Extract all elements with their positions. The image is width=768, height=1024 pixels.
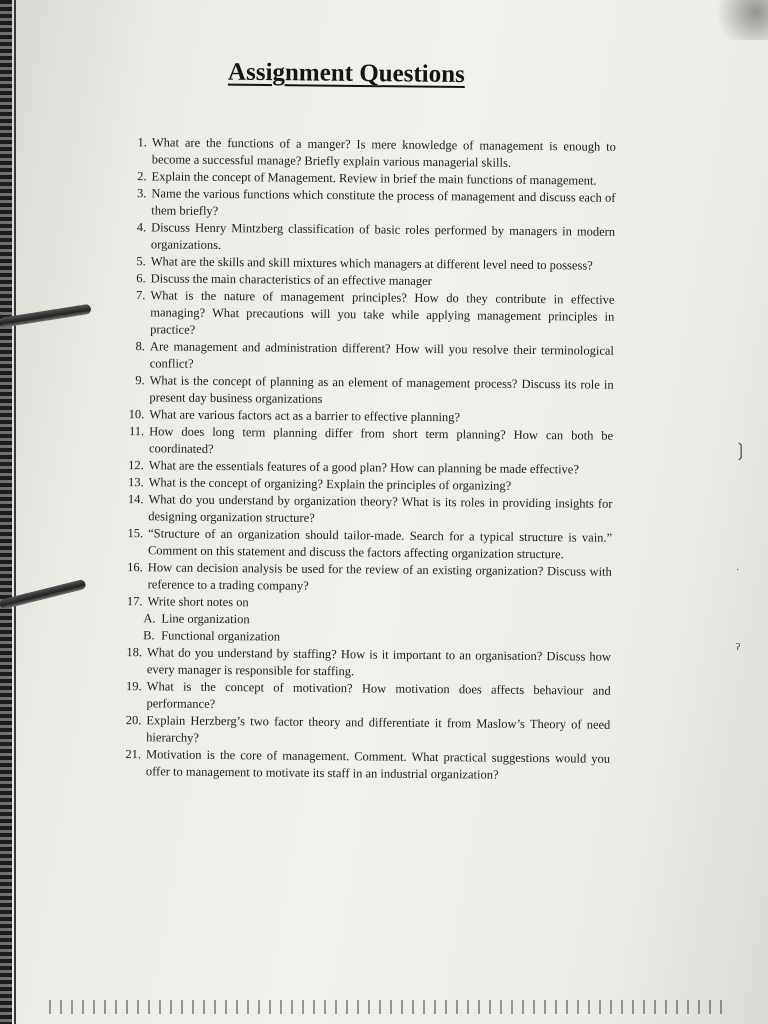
question-item [116, 287, 614, 343]
question-number: 12. [128, 458, 144, 473]
question-text: How does long term planning differ from short term planning? How can both be coordinated? [148, 424, 614, 456]
question-number: 16. [127, 560, 143, 575]
question-text: What is the concept of motivation? How motivation does affects behaviour and performance? [146, 679, 611, 711]
question-text: Explain the concept of Management. Review in brief the main functions of management. [151, 169, 597, 188]
scan-speck: ˀ [735, 640, 741, 659]
question-item [113, 644, 611, 683]
question-text: Discuss Henry Mintzberg classification of basic roles performed by managers in modern organizations. [150, 220, 616, 252]
question-item [114, 525, 612, 564]
subitem-text: Functional organization [161, 628, 281, 644]
question-text: Name the various functions which constitute the process of management and discuss each of them briefly? [151, 186, 616, 218]
question-number: 18. [126, 645, 143, 660]
binder-clip-lower [0, 579, 87, 610]
question-text: Motivation is the core of management. Comment. What practical suggestions would you offer to management to motivate its staff in an industrial organization? [145, 747, 611, 782]
question-list [112, 134, 616, 785]
scan-noise-corner [708, 0, 768, 40]
question-text: Are management and administration different? How will you resolve their terminological conflict? [149, 339, 615, 371]
question-item [115, 372, 613, 411]
question-text: What do you understand by organization theory? What is its roles in providing insights for designing organization structure? [148, 492, 613, 525]
question-item [116, 338, 614, 377]
question-number: 4. [136, 220, 147, 235]
question-item [114, 491, 612, 530]
question-text: What is the concept of planning as an element of management process? Discuss its role in present day business organizations [149, 373, 614, 406]
question-text: Discuss the main characteristics of an effective manager [150, 271, 432, 289]
question-text: What are the skills and skill mixtures which managers at different level need to possess? [150, 254, 593, 273]
question-number: 15. [127, 526, 144, 541]
binding-edge [14, 0, 16, 1024]
question-text: What are the functions of a manger? Is mere knowledge of management is enough to become a successful manage? Briefly explain various managerial skills. [151, 135, 616, 170]
question-number: 5. [136, 254, 146, 269]
scan-speck: · [736, 565, 740, 576]
scan-speck: ❳ [733, 440, 749, 461]
question-item [112, 746, 610, 785]
question-item [117, 185, 615, 224]
subitem-letter: A. [143, 611, 156, 626]
question-item [112, 678, 610, 717]
question-text: Explain Herzberg’s two factor theory and differentiate it from Maslow’s Theory of need hierarchy? [146, 713, 611, 745]
subitem-text: Line organization [161, 611, 250, 627]
question-text: “Structure of an organization should tailor-made. Search for a typical structure is vain.” Comment on this statement and discuss the factors affecting organization structure. [147, 526, 613, 562]
question-number: 7. [136, 288, 146, 303]
scan-noise-bottom-edge [40, 1000, 730, 1014]
question-number: 21. [125, 747, 142, 762]
question-text: What is the nature of management principles? How do they contribute in effective managing? What precautions will you take while applying management principles in practice? [150, 288, 615, 337]
question-item [118, 134, 616, 173]
subitem-list [113, 610, 611, 649]
question-number: 13. [127, 475, 144, 490]
question-text: What are the essentials features of a good plan? How can planning be made effective? [148, 458, 580, 477]
question-number: 3. [136, 186, 147, 201]
question-number: 11. [128, 424, 145, 439]
question-number: 10. [128, 407, 145, 422]
question-text: What do you understand by staffing? How is it important to an organisation? Discuss how every manager is responsible for staffing. [146, 645, 612, 679]
question-number: 9. [135, 373, 145, 388]
question-item [117, 219, 615, 258]
subitem-letter: B. [143, 628, 155, 643]
question-number: 19. [126, 679, 142, 694]
question-item [112, 712, 610, 751]
question-item [115, 423, 613, 462]
question-number: 8. [135, 339, 146, 354]
question-item [114, 559, 612, 598]
question-text: What is the concept of organizing? Explain the principles of organizing? [148, 475, 512, 493]
question-number: 14. [127, 492, 144, 507]
question-number: 6. [136, 271, 146, 286]
question-number: 17. [126, 594, 143, 609]
question-text: What are various factors act as a barrier to effective planning? [149, 407, 461, 425]
spiral-binding [0, 0, 12, 1024]
page-title: Assignment Questions [227, 58, 465, 89]
question-number: 1. [137, 135, 147, 150]
question-text: Write short notes on [147, 594, 249, 610]
question-text: How can decision analysis be used for the review of an existing organization? Discuss with reference to a trading company? [147, 560, 612, 593]
question-number: 2. [137, 169, 147, 184]
question-17-subitems [113, 610, 611, 649]
question-number: 20. [125, 713, 142, 728]
